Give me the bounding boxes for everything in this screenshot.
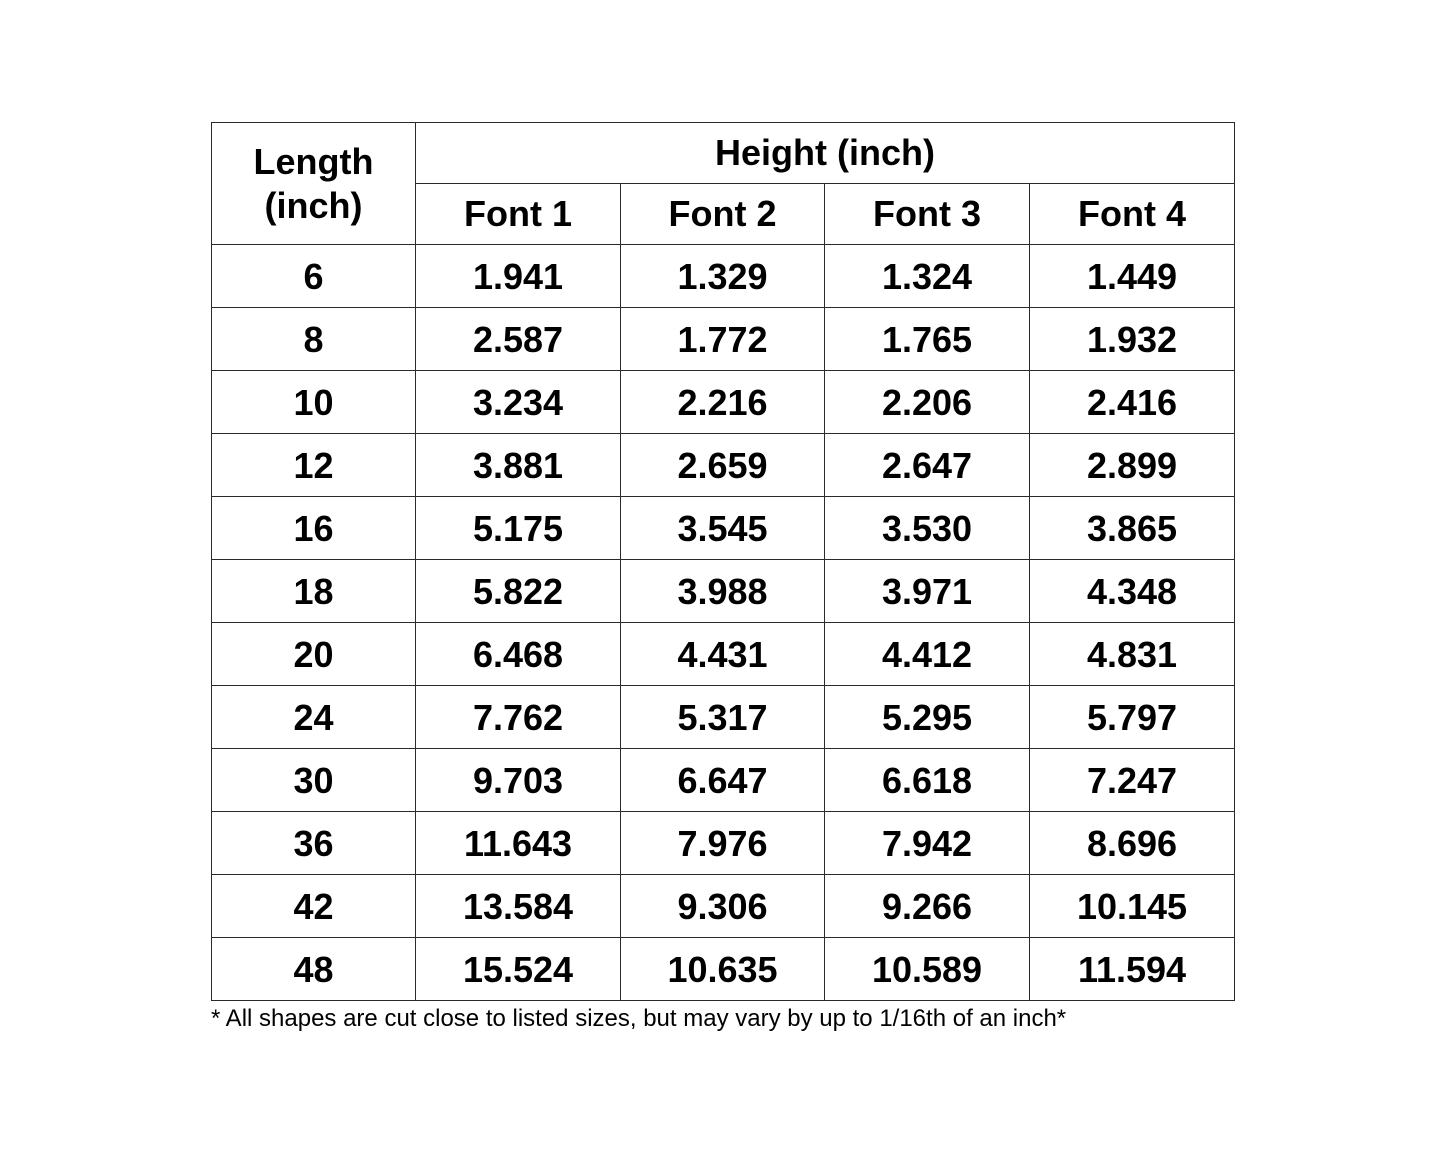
table-row	[212, 749, 1235, 812]
font-4-height-cell: 3.865	[1030, 497, 1235, 560]
font-4-height-cell: 7.247	[1030, 749, 1235, 812]
font-4-height-cell: 2.416	[1030, 371, 1235, 434]
font-4-height-cell: 1.932	[1030, 308, 1235, 371]
font-3-height-cell: 1.765	[825, 308, 1030, 371]
size-chart-table	[211, 122, 1235, 1001]
table-row	[212, 875, 1235, 938]
font-4-height-cell: 8.696	[1030, 812, 1235, 875]
font-1-height-cell: 3.881	[416, 434, 621, 497]
font-1-height-cell: 6.468	[416, 623, 621, 686]
font-3-height-cell: 4.412	[825, 623, 1030, 686]
font-1-height-cell: 7.762	[416, 686, 621, 749]
font-1-height-cell: 1.941	[416, 245, 621, 308]
table-row	[212, 812, 1235, 875]
font-4-header: Font 4	[1030, 184, 1235, 245]
font-4-height-cell: 4.348	[1030, 560, 1235, 623]
font-1-header: Font 1	[416, 184, 621, 245]
length-cell: 24	[212, 686, 416, 749]
font-4-height-cell: 4.831	[1030, 623, 1235, 686]
font-2-height-cell: 3.988	[621, 560, 825, 623]
font-2-height-cell: 10.635	[621, 938, 825, 1001]
table-body	[212, 245, 1235, 1001]
font-4-height-cell: 5.797	[1030, 686, 1235, 749]
font-1-height-cell: 5.822	[416, 560, 621, 623]
font-3-height-cell: 7.942	[825, 812, 1030, 875]
length-cell: 6	[212, 245, 416, 308]
footnote: * All shapes are cut close to listed sizes, but may vary by up to 1/16th of an inch*	[211, 1005, 1067, 1032]
font-3-height-cell: 5.295	[825, 686, 1030, 749]
font-3-header: Font 3	[825, 184, 1030, 245]
font-3-height-cell: 2.206	[825, 371, 1030, 434]
font-2-height-cell: 3.545	[621, 497, 825, 560]
font-2-height-cell: 1.772	[621, 308, 825, 371]
font-3-height-cell: 10.589	[825, 938, 1030, 1001]
length-cell: 12	[212, 434, 416, 497]
font-4-height-cell: 2.899	[1030, 434, 1235, 497]
length-cell: 48	[212, 938, 416, 1001]
length-cell: 30	[212, 749, 416, 812]
length-cell: 8	[212, 308, 416, 371]
table-row	[212, 245, 1235, 308]
table-row	[212, 938, 1235, 1001]
table-row	[212, 434, 1235, 497]
font-3-height-cell: 9.266	[825, 875, 1030, 938]
font-1-height-cell: 2.587	[416, 308, 621, 371]
font-3-height-cell: 2.647	[825, 434, 1030, 497]
font-2-height-cell: 2.216	[621, 371, 825, 434]
table-row	[212, 623, 1235, 686]
table-row	[212, 560, 1235, 623]
font-1-height-cell: 13.584	[416, 875, 621, 938]
font-2-height-cell: 6.647	[621, 749, 825, 812]
length-cell: 16	[212, 497, 416, 560]
length-cell: 42	[212, 875, 416, 938]
font-1-height-cell: 5.175	[416, 497, 621, 560]
table-row	[212, 308, 1235, 371]
font-2-header: Font 2	[621, 184, 825, 245]
font-1-height-cell: 3.234	[416, 371, 621, 434]
font-2-height-cell: 5.317	[621, 686, 825, 749]
font-3-height-cell: 6.618	[825, 749, 1030, 812]
font-2-height-cell: 1.329	[621, 245, 825, 308]
table-row	[212, 686, 1235, 749]
table-row	[212, 497, 1235, 560]
length-cell: 18	[212, 560, 416, 623]
font-1-height-cell: 9.703	[416, 749, 621, 812]
length-cell: 36	[212, 812, 416, 875]
length-header-line1: Length	[253, 140, 374, 182]
font-1-height-cell: 11.643	[416, 812, 621, 875]
font-4-height-cell: 1.449	[1030, 245, 1235, 308]
font-2-height-cell: 9.306	[621, 875, 825, 938]
length-cell: 10	[212, 371, 416, 434]
font-2-height-cell: 4.431	[621, 623, 825, 686]
length-cell: 20	[212, 623, 416, 686]
font-3-height-cell: 3.971	[825, 560, 1030, 623]
length-header-line2: (inch)	[264, 184, 363, 226]
font-3-height-cell: 3.530	[825, 497, 1030, 560]
table-row	[212, 371, 1235, 434]
font-3-height-cell: 1.324	[825, 245, 1030, 308]
font-4-height-cell: 11.594	[1030, 938, 1235, 1001]
height-group-header: Height (inch)	[416, 123, 1235, 184]
font-1-height-cell: 15.524	[416, 938, 621, 1001]
length-column-header	[212, 123, 416, 245]
font-2-height-cell: 2.659	[621, 434, 825, 497]
font-4-height-cell: 10.145	[1030, 875, 1235, 938]
font-2-height-cell: 7.976	[621, 812, 825, 875]
